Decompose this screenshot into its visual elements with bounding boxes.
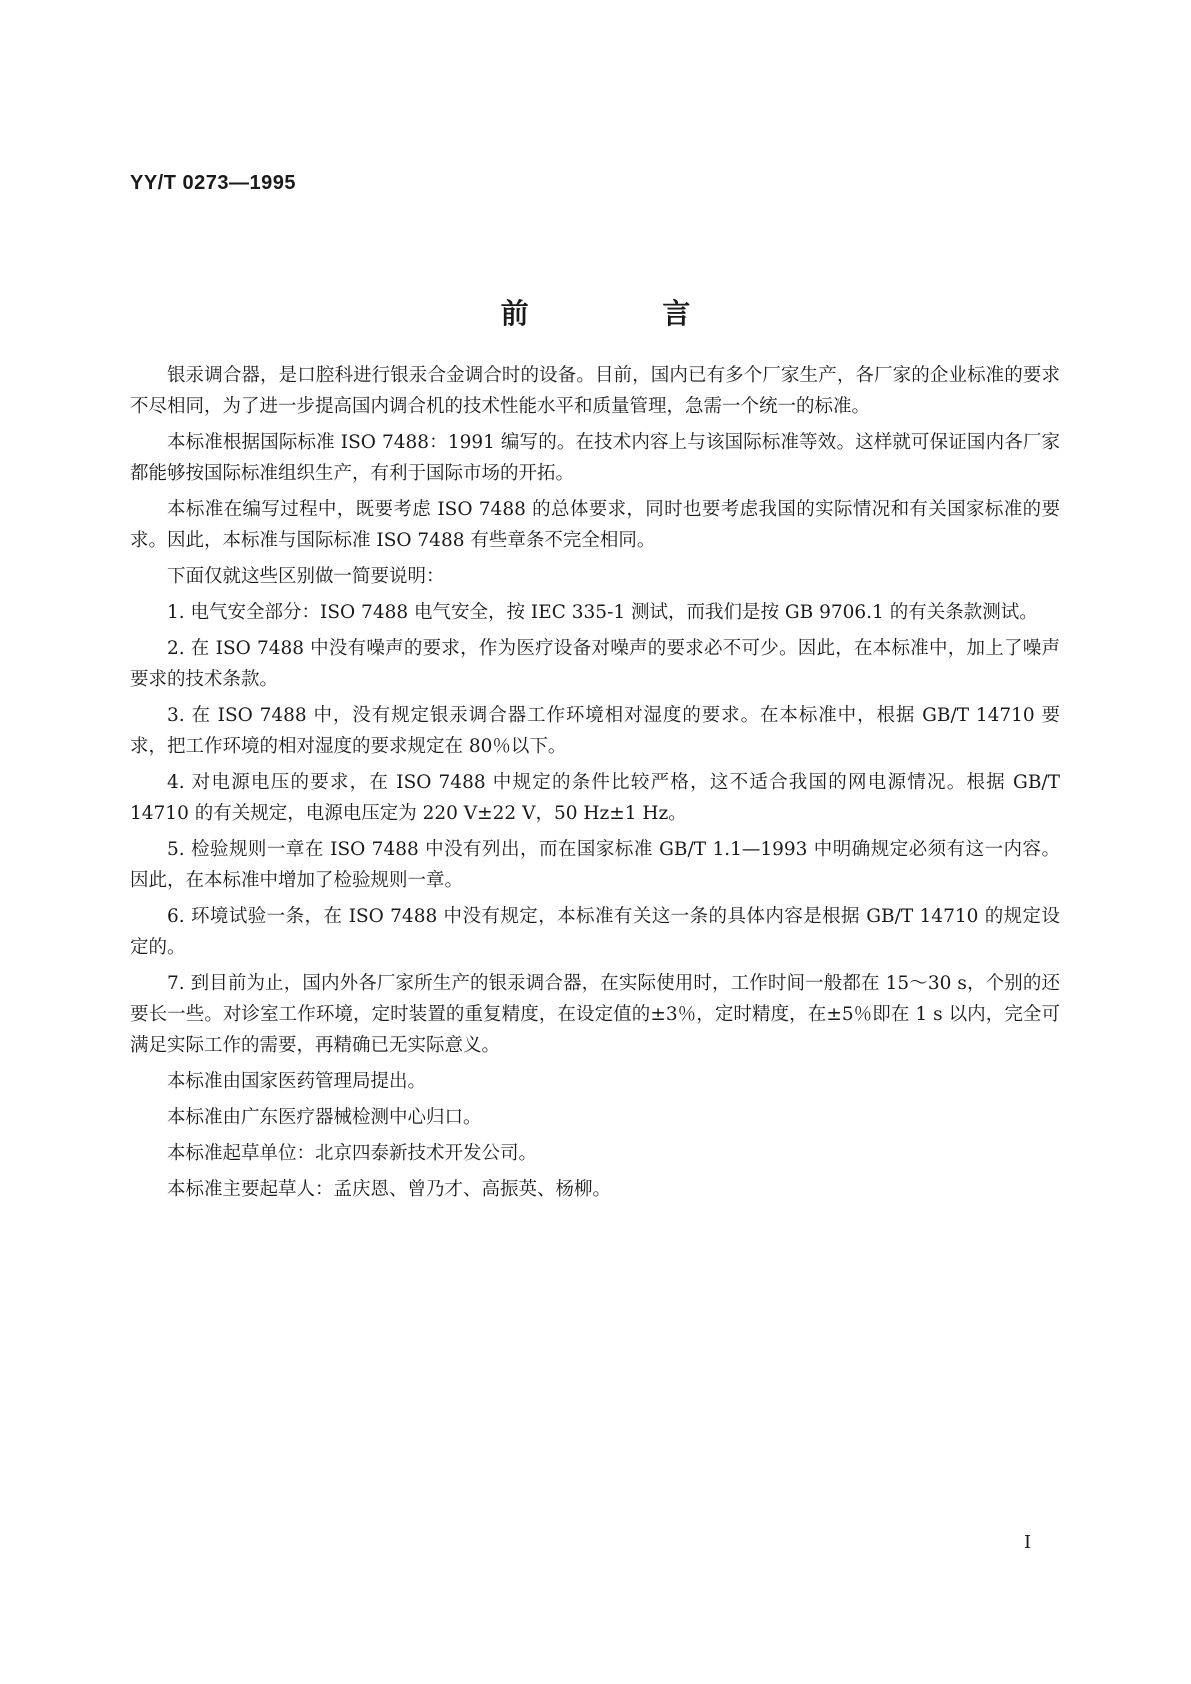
page-number: I [1024,1532,1032,1553]
paragraph: 本标准由广东医疗器械检测中心归口。 [167,1107,482,1128]
paragraph: 下面仅就这些区别做一简要说明： [167,566,445,587]
document-body [130,360,1060,1210]
list-item: 5. 检验规则一章在 ISO 7488 中没有列出，而在国家标准 GB/T 1.1—1993 中明确规定必须有这一内容。因此，在本标准中增加了检验规则一章。 [130,839,1060,891]
list-item: 7. 到目前为止，国内外各厂家所生产的银汞调合器，在实际使用时，工作时间一般都在 15～30 s，个别的还要长一些。对诊室工作环境，定时装置的重复精度，在设定值的±3％，定时精度，在±5％即在 1 s 以内，完全可满足实际工作的需要，再精确已无实际意义。 [130,973,1060,1056]
paragraph: 本标准起草单位：北京四泰新技术开发公司。 [167,1143,538,1164]
list-item: 4. 对电源电压的要求，在 ISO 7488 中规定的条件比较严格，这不适合我国的网电源情况。根据 GB/T 14710 的有关规定，电源电压定为 220 V±22 V，50 Hz±1 Hz。 [130,772,1060,824]
list-item: 2. 在 ISO 7488 中没有噪声的要求，作为医疗设备对噪声的要求必不可少。因此，在本标准中，加上了噪声要求的技术条款。 [130,638,1060,690]
paragraph: 本标准在编写过程中，既要考虑 ISO 7488 的总体要求，同时也要考虑我国的实际情况和有关国家标准的要求。因此，本标准与国际标准 ISO 7488 有些章条不完全相同。 [130,499,1060,551]
paragraph: 本标准由国家医药管理局提出。 [167,1071,427,1092]
list-item: 6. 环境试验一条，在 ISO 7488 中没有规定，本标准有关这一条的具体内容是根据 GB/T 14710 的规定设定的。 [130,906,1060,958]
paragraph: 银汞调合器，是口腔科进行银汞合金调合时的设备。目前，国内已有多个厂家生产，各厂家的企业标准的要求不尽相同，为了进一步提高国内调合机的技术性能水平和质量管理，急需一个统一的标准。 [130,365,1060,417]
list-item: 1. 电气安全部分：ISO 7488 电气安全，按 IEC 335-1 测试，而我们是按 GB 9706.1 的有关条款测试。 [167,602,1038,623]
paragraph: 本标准主要起草人：孟庆恩、曾乃才、高振英、杨柳。 [167,1179,612,1200]
paragraph: 本标准根据国际标准 ISO 7488：1991 编写的。在技术内容上与该国际标准等效。这样就可保证国内各厂家都能够按国际标准组织生产，有利于国际市场的开拓。 [130,432,1060,484]
page-title: 前 言 [500,297,753,330]
list-item: 3. 在 ISO 7488 中，没有规定银汞调合器工作环境相对湿度的要求。在本标准中，根据 GB/T 14710 要求，把工作环境的相对湿度的要求规定在 80％以下。 [130,705,1060,757]
standard-number: YY/T 0273—1995 [130,172,296,194]
